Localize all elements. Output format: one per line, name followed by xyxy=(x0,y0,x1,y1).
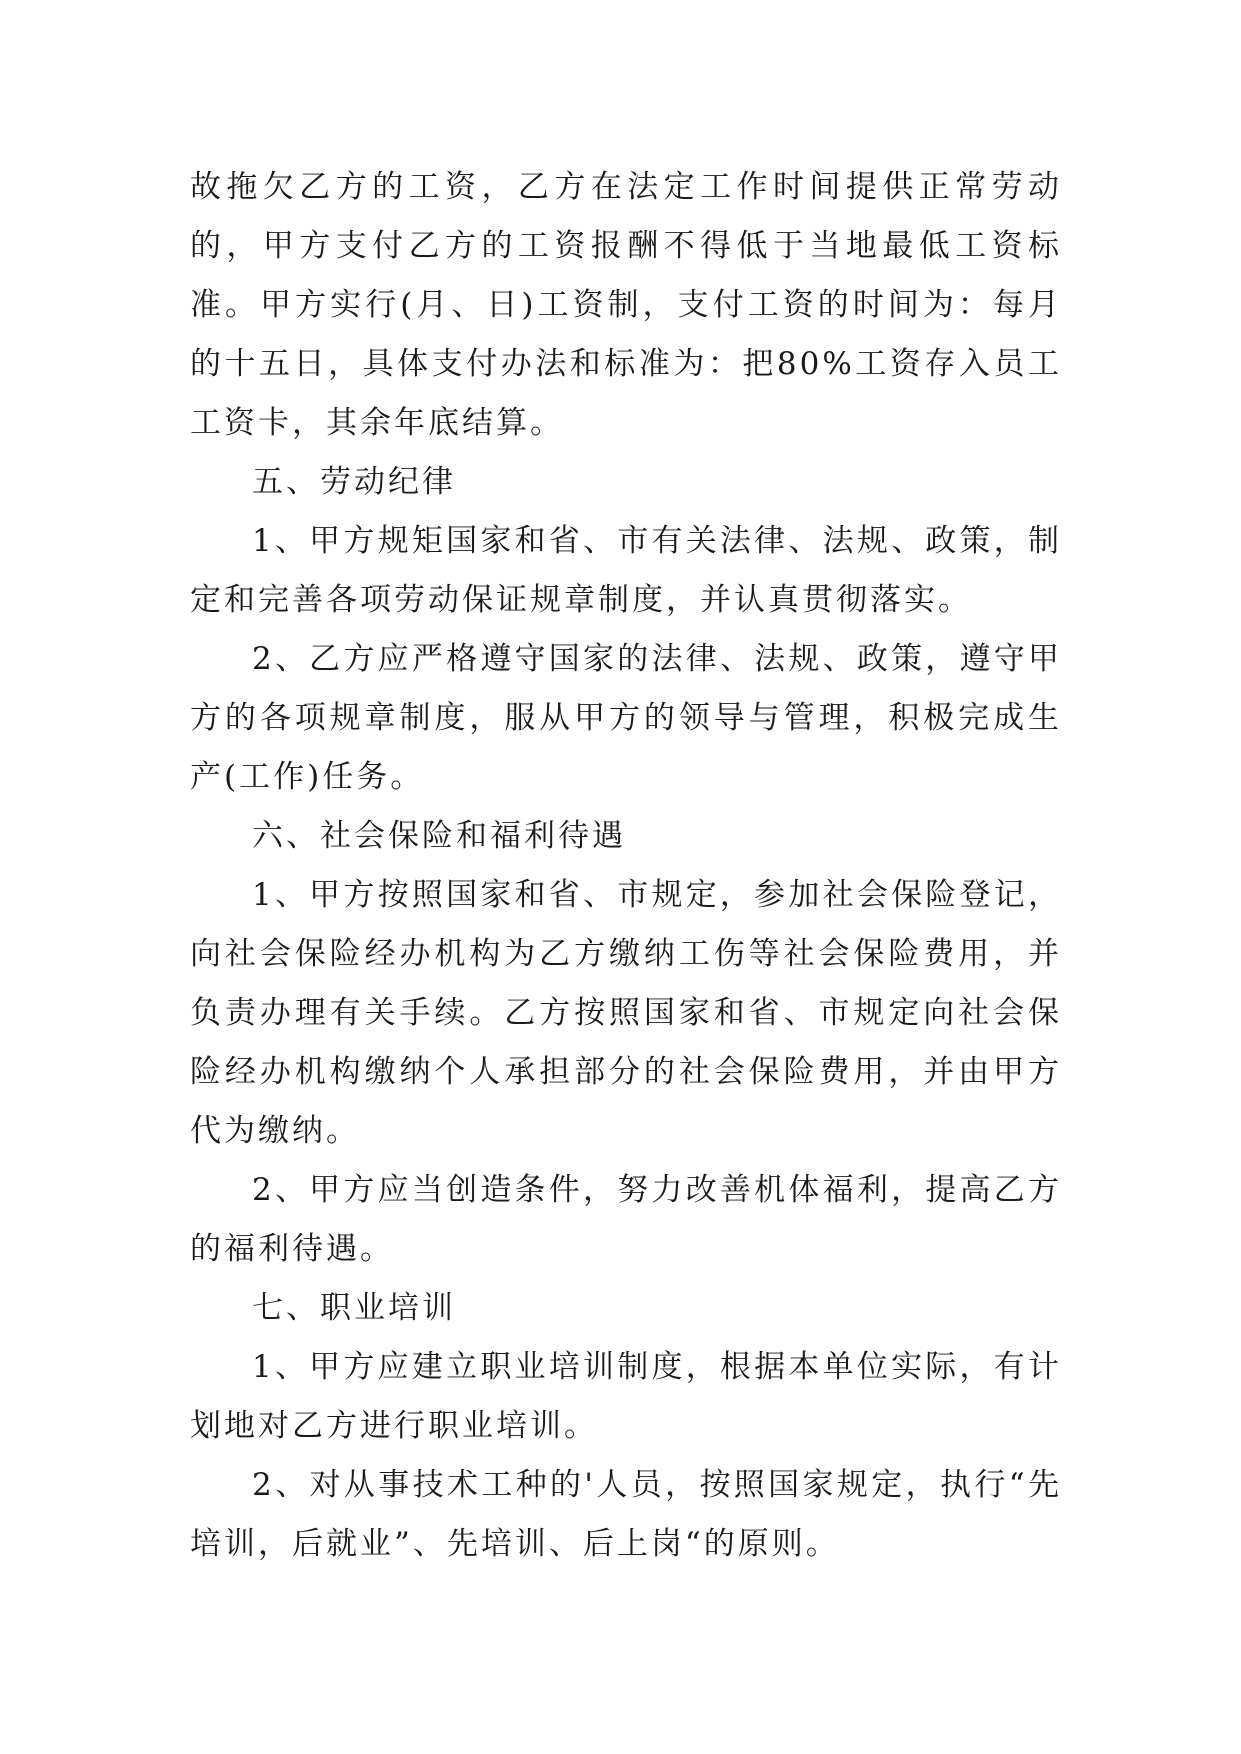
paragraph-insurance-item-2: 2、甲方应当创造条件，努力改善机体福利，提高乙方的福利待遇。 xyxy=(190,1172,1062,1267)
heading-vocational-training: 七、职业培训 xyxy=(252,1290,456,1326)
paragraph-wage-payment: 故拖欠乙方的工资，乙方在法定工作时间提供正常劳动的，甲方支付乙方的工资报酬不得低于当地最低工资标准。甲方实行(月、日)工资制，支付工资的时间为：每月的十五日，具体支付办法和标准为：把80%工资存入员工工资卡，其余年底结算。 xyxy=(190,169,1062,441)
heading-labor-discipline: 五、劳动纪律 xyxy=(252,464,456,500)
paragraph-training-item-2: 2、对从事技术工种的'人员，按照国家规定，执行“先培训，后就业”、先培训、后上岗“的原则。 xyxy=(190,1467,1062,1562)
paragraph-insurance-item-1: 1、甲方按照国家和省、市规定，参加社会保险登记，向社会保险经办机构为乙方缴纳工伤等社会保险费用，并负责办理有关手续。乙方按照国家和省、市规定向社会保险经办机构缴纳个人承担部分的社会保险费用，并由甲方代为缴纳。 xyxy=(190,877,1062,1149)
paragraph-training-item-1: 1、甲方应建立职业培训制度，根据本单位实际，有计划地对乙方进行职业培训。 xyxy=(190,1349,1062,1444)
heading-social-insurance: 六、社会保险和福利待遇 xyxy=(252,818,626,854)
document-page xyxy=(190,158,1062,1574)
paragraph-discipline-item-2: 2、乙方应严格遵守国家的法律、法规、政策，遵守甲方的各项规章制度，服从甲方的领导与管理，积极完成生产(工作)任务。 xyxy=(190,641,1062,795)
paragraph-discipline-item-1: 1、甲方规矩国家和省、市有关法律、法规、政策，制定和完善各项劳动保证规章制度，并认真贯彻落实。 xyxy=(190,523,1062,618)
